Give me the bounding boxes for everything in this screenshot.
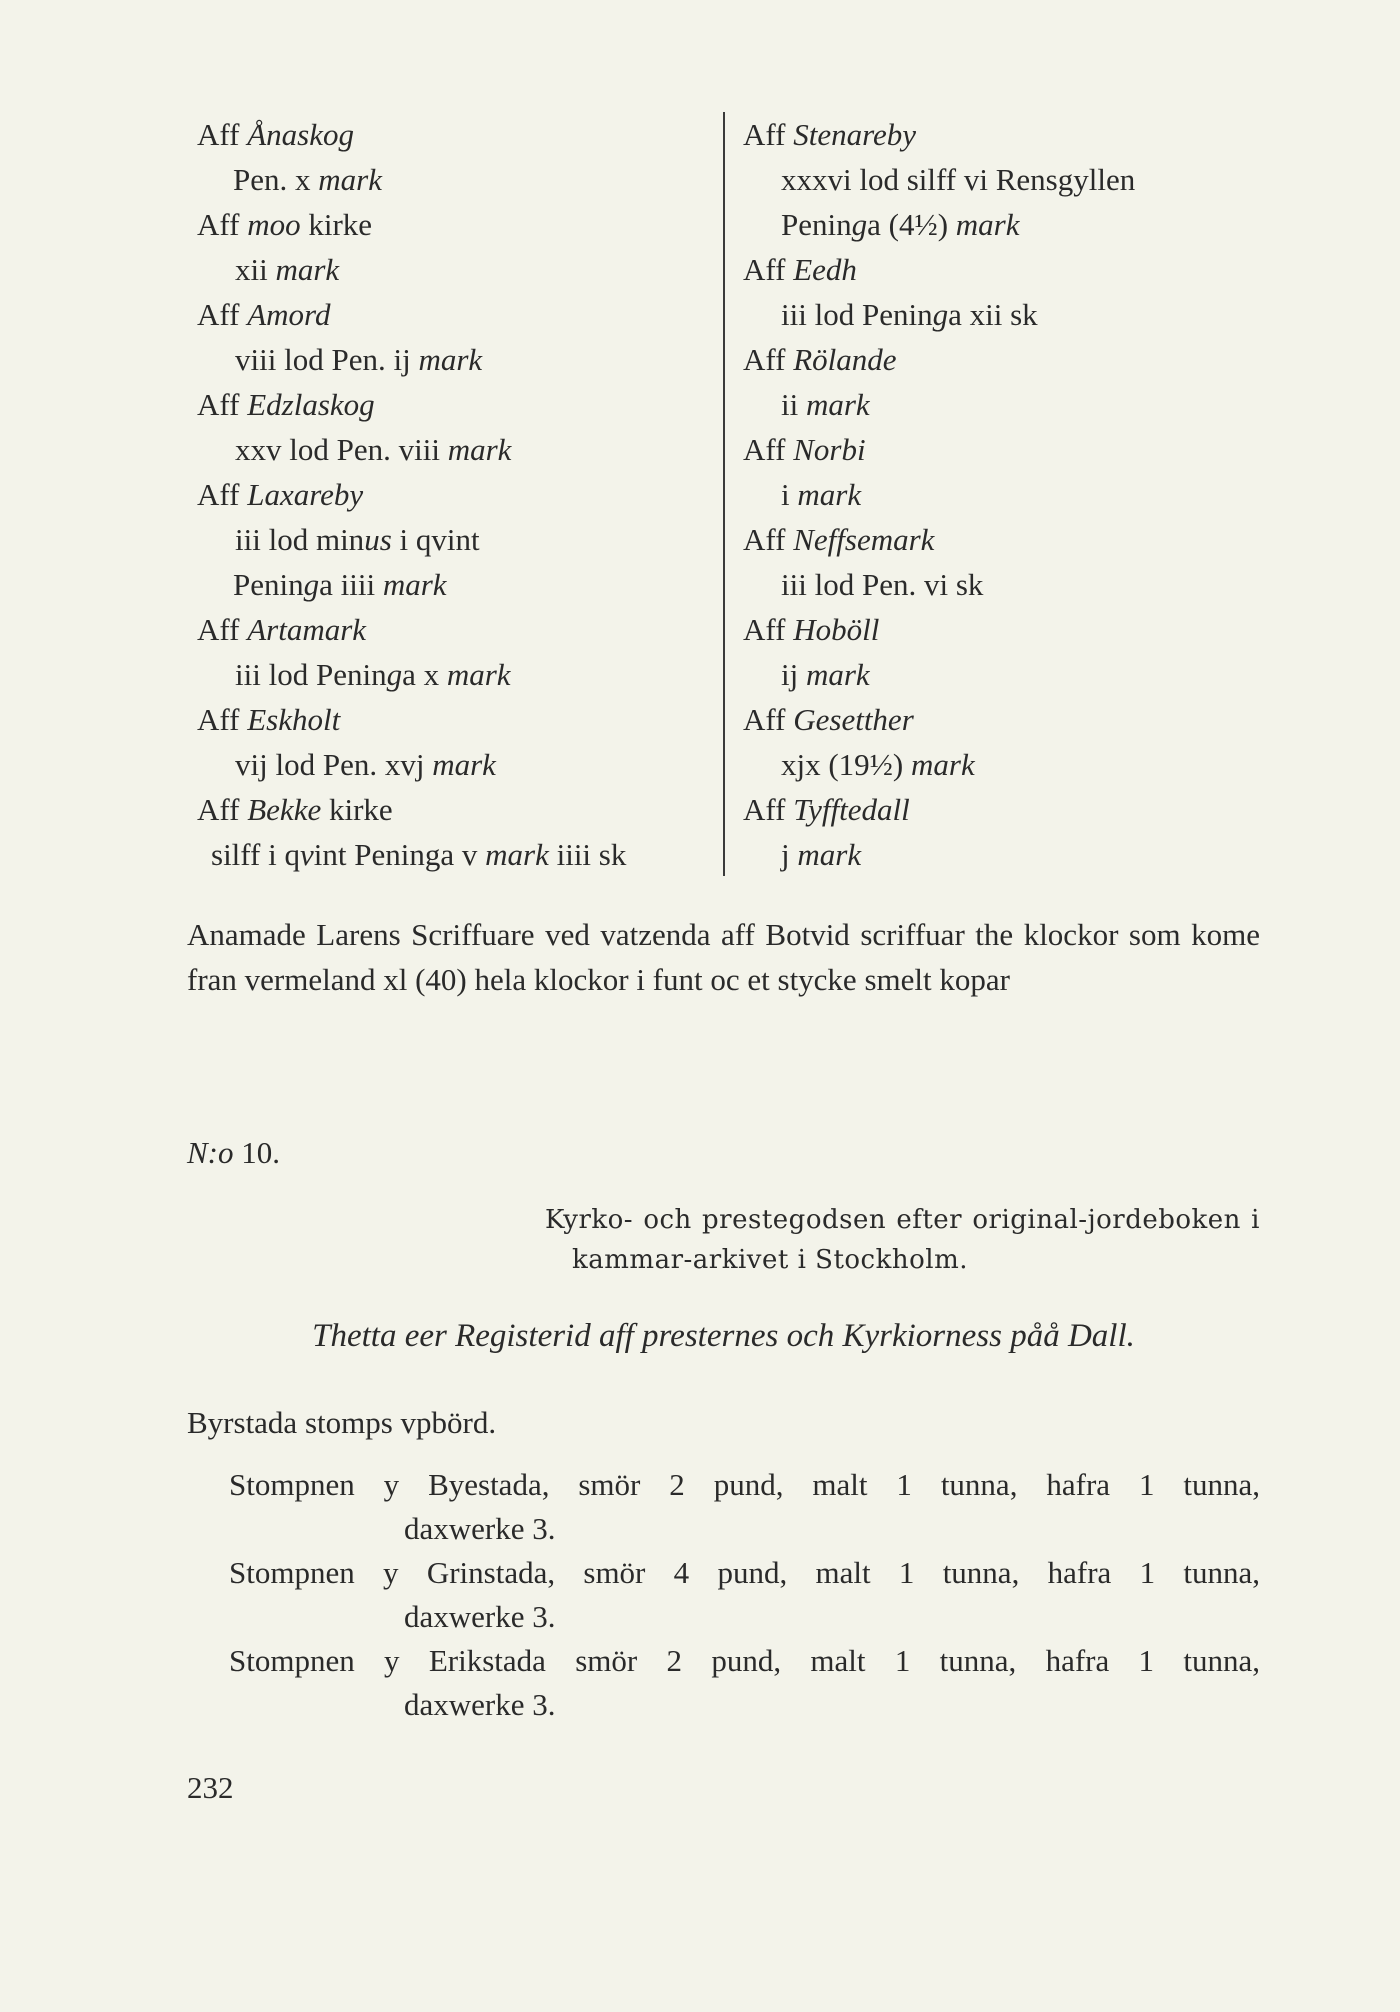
left-column-line-text: Aff [197, 207, 248, 242]
left-column-line-italic-text: g [386, 657, 403, 692]
right-column-line [743, 157, 1303, 202]
left-column-line [197, 112, 712, 157]
left-column-line-italic-text: moo [247, 207, 301, 242]
left-column-line [197, 247, 712, 292]
right-column-line [743, 607, 1303, 652]
right-column-line-text: j [781, 837, 798, 872]
right-column-line-text: xxxvi lod silff vi Rensgyllen [781, 162, 1136, 197]
right-column-line [743, 292, 1303, 337]
right-column-line-italic-text: Rölande [793, 342, 897, 377]
left-column-line-text: Aff [197, 117, 248, 152]
right-column-line [743, 472, 1303, 517]
right-column-line [743, 382, 1303, 427]
source-note-line-1: Kyrko- och prestegodsen efter original-jordeboken i [545, 1205, 1260, 1235]
section-marker-label: N:o [187, 1135, 234, 1170]
left-column-line-text: Aff [197, 612, 248, 647]
left-column-line-text: kirke [321, 792, 393, 827]
right-column-line-italic-text: Norbi [793, 432, 866, 467]
right-column-line [743, 562, 1303, 607]
right-column-line-italic-text: Eedh [793, 252, 857, 287]
right-column-line-text: Aff [743, 252, 794, 287]
left-column [197, 112, 712, 877]
right-column-line-italic-text: Neffsemark [793, 522, 935, 557]
left-column-line-text: iiii sk [548, 837, 627, 872]
left-column-line [197, 292, 712, 337]
left-column-line [197, 652, 712, 697]
right-column-line-text: iii lod Penin [781, 297, 933, 332]
right-column-line-text: Aff [743, 702, 794, 737]
subheading: Byrstada stomps vpbörd. [187, 1405, 497, 1440]
left-column-line-italic-text: Laxareby [247, 477, 364, 512]
right-column-line-text: Aff [743, 117, 794, 152]
right-column-line-italic-text: mark [911, 747, 975, 782]
left-column-line-italic-text: Bekke [247, 792, 322, 827]
left-column-line-text: Aff [197, 297, 248, 332]
right-column-line-text: a (4½) [867, 207, 956, 242]
right-column-line-text: Aff [743, 522, 794, 557]
left-column-line-text: iii lod Penin [235, 657, 387, 692]
left-column-line-text: a iiii [319, 567, 383, 602]
right-column-line-italic-text: Tyfftedall [793, 792, 910, 827]
left-column-line [197, 607, 712, 652]
left-column-line-italic-text: Edzlaskog [247, 387, 375, 422]
left-column-line [197, 697, 712, 742]
section-marker-number: 10. [233, 1135, 280, 1170]
right-column-line-italic-text: g [851, 207, 868, 242]
left-column-line-text: iii lod min [235, 522, 365, 557]
left-column-line-text: xxv lod Pen. viii [235, 432, 448, 467]
left-column-line-text: Aff [197, 477, 248, 512]
source-note-line-2: kammar-arkivet i Stockholm. [572, 1245, 969, 1275]
left-column-line-italic-text: v [300, 837, 314, 872]
left-column-line-italic-text: Eskholt [247, 702, 341, 737]
left-column-line [197, 562, 712, 607]
left-column-line [197, 427, 712, 472]
right-column-line [743, 697, 1303, 742]
right-column-line [743, 517, 1303, 562]
right-column-line-italic-text: mark [797, 837, 862, 872]
right-column-line-italic-text: mark [797, 477, 862, 512]
left-column-line-text: i qvint [391, 522, 480, 557]
right-column-line [743, 652, 1303, 697]
left-column-line-text: Aff [197, 792, 248, 827]
column-divider [723, 112, 725, 876]
left-column-line-italic-text: mark [446, 657, 511, 692]
left-column-line [197, 832, 712, 877]
right-column-line-italic-text: Gesetther [793, 702, 914, 737]
left-column-line-text: Pen. x [233, 162, 319, 197]
left-column-line [197, 382, 712, 427]
left-column-line-italic-text: mark [382, 567, 447, 602]
entry-continuation: daxwerke 3. [404, 1687, 556, 1722]
right-column-line-text: ii [781, 387, 806, 422]
right-column-line [743, 337, 1303, 382]
right-column-line [743, 112, 1303, 157]
left-column-line-italic-text: mark [485, 837, 549, 872]
body-paragraph: Anamade Larens Scriffuare ved vatzenda aff Botvid scriffuar the klockor som kome fran vermeland xl (40) hela klockor i funt oc et stycke smelt kopar [187, 917, 1260, 997]
left-column-line-text: Penin [233, 567, 304, 602]
left-column-line [197, 157, 712, 202]
left-column-line-italic-text: mark [318, 162, 382, 197]
right-column-line [743, 202, 1303, 247]
right-column-line-text: Aff [743, 792, 794, 827]
right-column-line-text: Aff [743, 612, 794, 647]
entry-first-line: Stompnen y Byestada, smör 2 pund, malt 1 tunna, hafra 1 tunna, [229, 1467, 1260, 1502]
entry-continuation: daxwerke 3. [404, 1511, 556, 1546]
left-column-line-italic-text: g [303, 567, 320, 602]
right-column-line [743, 787, 1303, 832]
right-column-line-italic-text: Hoböll [793, 612, 880, 647]
entry-item [187, 1463, 1260, 1551]
left-column-line-italic-text: mark [447, 432, 512, 467]
left-column-line-text: vij lod Pen. xvj [235, 747, 433, 782]
section-marker [187, 1135, 280, 1171]
left-column-line-italic-text: mark [275, 252, 340, 287]
right-column [743, 112, 1303, 877]
right-column-line-text: Penin [781, 207, 852, 242]
left-column-line-italic-text: Artamark [247, 612, 367, 647]
entries-list [187, 1463, 1260, 1727]
left-column-line [197, 202, 712, 247]
right-column-line-text: a xii sk [948, 297, 1038, 332]
entry-first-line: Stompnen y Grinstada, smör 4 pund, malt 1 tunna, hafra 1 tunna, [229, 1555, 1260, 1590]
left-column-line-text: xii [235, 252, 276, 287]
left-column-line-text: viii lod Pen. ij [235, 342, 419, 377]
right-column-line-text: Aff [743, 432, 794, 467]
right-column-line [743, 427, 1303, 472]
right-column-line-text: i [781, 477, 798, 512]
left-column-line [197, 472, 712, 517]
right-column-line-italic-text: g [932, 297, 949, 332]
right-column-line [743, 742, 1303, 787]
left-column-line-italic-text: us [364, 522, 392, 557]
left-column-line-italic-text: mark [432, 747, 496, 782]
left-column-line-italic-text: Ånaskog [247, 117, 354, 152]
source-note [545, 1200, 1260, 1280]
right-column-line-italic-text: mark [805, 657, 870, 692]
entry-item [187, 1551, 1260, 1639]
entry-item [187, 1639, 1260, 1727]
right-column-line [743, 247, 1303, 292]
left-column-line-text: Aff [197, 702, 248, 737]
left-column-line [197, 337, 712, 382]
left-column-line [197, 517, 712, 562]
right-column-line-text: Aff [743, 342, 794, 377]
left-column-line-text: Aff [197, 387, 248, 422]
entry-first-line: Stompnen y Erikstada smör 2 pund, malt 1 tunna, hafra 1 tunna, [229, 1643, 1260, 1678]
page-number: 232 [187, 1770, 234, 1805]
left-column-line [197, 787, 712, 832]
left-column-line-text: int Peninga v [313, 837, 486, 872]
right-column-line [743, 832, 1303, 877]
right-column-line-italic-text: mark [805, 387, 870, 422]
left-column-line-text: silff i q [211, 837, 300, 872]
left-column-line-italic-text: mark [418, 342, 483, 377]
right-column-line-italic-text: Stenareby [793, 117, 917, 152]
left-column-line [197, 742, 712, 787]
left-column-line-text: kirke [300, 207, 373, 242]
left-column-line-italic-text: Amord [247, 297, 331, 332]
right-column-line-text: xjx (19½) [781, 747, 912, 782]
right-column-line-text: ij [781, 657, 806, 692]
entry-continuation: daxwerke 3. [404, 1599, 556, 1634]
register-heading: Thetta eer Registerid aff presternes och Kyrkiorness påå Dall. [312, 1318, 1135, 1354]
right-column-line-italic-text: mark [955, 207, 1020, 242]
right-column-line-text: iii lod Pen. vi sk [781, 567, 984, 602]
left-column-line-text: a x [402, 657, 447, 692]
